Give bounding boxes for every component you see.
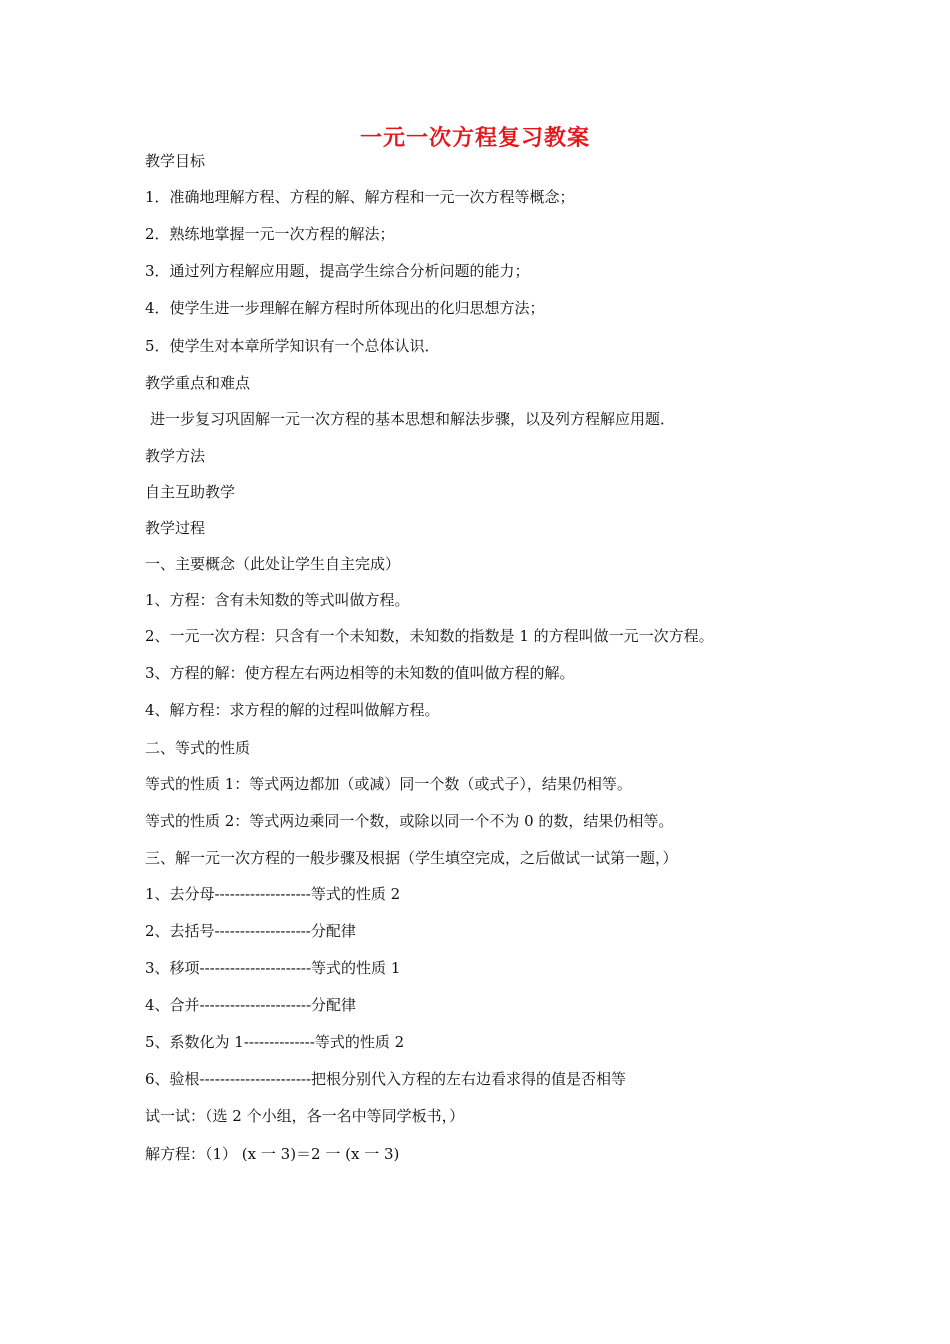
step-item: 5、系数化为 1--------------等式的性质 2 — [145, 1033, 405, 1051]
concept-item: 1、方程：含有未知数的等式叫做方程。 — [145, 591, 410, 609]
property-item: 等式的性质 1：等式两边都加（或减）同一个数（或式子），结果仍相等。 — [145, 775, 632, 793]
objective-item: 2．熟练地掌握一元一次方程的解法； — [145, 225, 395, 243]
objective-item: 4．使学生进一步理解在解方程时所体现出的化归思想方法； — [145, 299, 545, 317]
step-item: 4、合并----------------------分配律 — [145, 996, 357, 1014]
equation-text: 解方程：（1） (x 一 3)＝2 一 (x 一 3) — [145, 1145, 400, 1163]
try-it-text: 试一试：（选 2 个小组，各一名中等同学板书，） — [145, 1107, 465, 1125]
key-points-text: 进一步复习巩固解一元一次方程的基本思想和解法步骤，以及列方程解应用题． — [150, 410, 676, 428]
step-item: 6、验根----------------------把根分别代入方程的左右边看求得的值是否相等 — [145, 1070, 627, 1088]
step-item: 2、去括号-------------------分配律 — [145, 922, 356, 940]
objective-item: 5．使学生对本章所学知识有一个总体认识． — [145, 337, 440, 355]
step-item: 3、移项----------------------等式的性质 1 — [145, 959, 401, 977]
step-item: 1、去分母-------------------等式的性质 2 — [145, 885, 401, 903]
objective-item: 1．准确地理解方程、方程的解、解方程和一元一次方程等概念； — [145, 188, 575, 206]
heading-objectives: 教学目标 — [145, 152, 206, 170]
heading-process: 教学过程 — [145, 519, 206, 537]
section-heading-steps: 三、解一元一次方程的一般步骤及根据（学生填空完成，之后做试一试第一题，） — [145, 849, 678, 867]
method-text: 自主互助教学 — [145, 483, 236, 501]
section-heading-properties: 二、等式的性质 — [145, 739, 251, 757]
section-heading-concepts: 一、主要概念（此处让学生自主完成） — [145, 555, 401, 573]
objective-item: 3．通过列方程解应用题，提高学生综合分析问题的能力； — [145, 262, 530, 280]
concept-item: 2、一元一次方程：只含有一个未知数，未知数的指数是 1 的方程叫做一元一次方程。 — [145, 627, 714, 645]
concept-item: 4、解方程：求方程的解的过程叫做解方程。 — [145, 701, 440, 719]
heading-key-points: 教学重点和难点 — [145, 374, 251, 392]
concept-item: 3、方程的解：使方程左右两边相等的未知数的值叫做方程的解。 — [145, 664, 575, 682]
property-item: 等式的性质 2：等式两边乘同一个数，或除以同一个不为 0 的数，结果仍相等。 — [145, 812, 674, 830]
document-title: 一元一次方程复习教案 — [359, 125, 590, 151]
heading-method: 教学方法 — [145, 447, 206, 465]
